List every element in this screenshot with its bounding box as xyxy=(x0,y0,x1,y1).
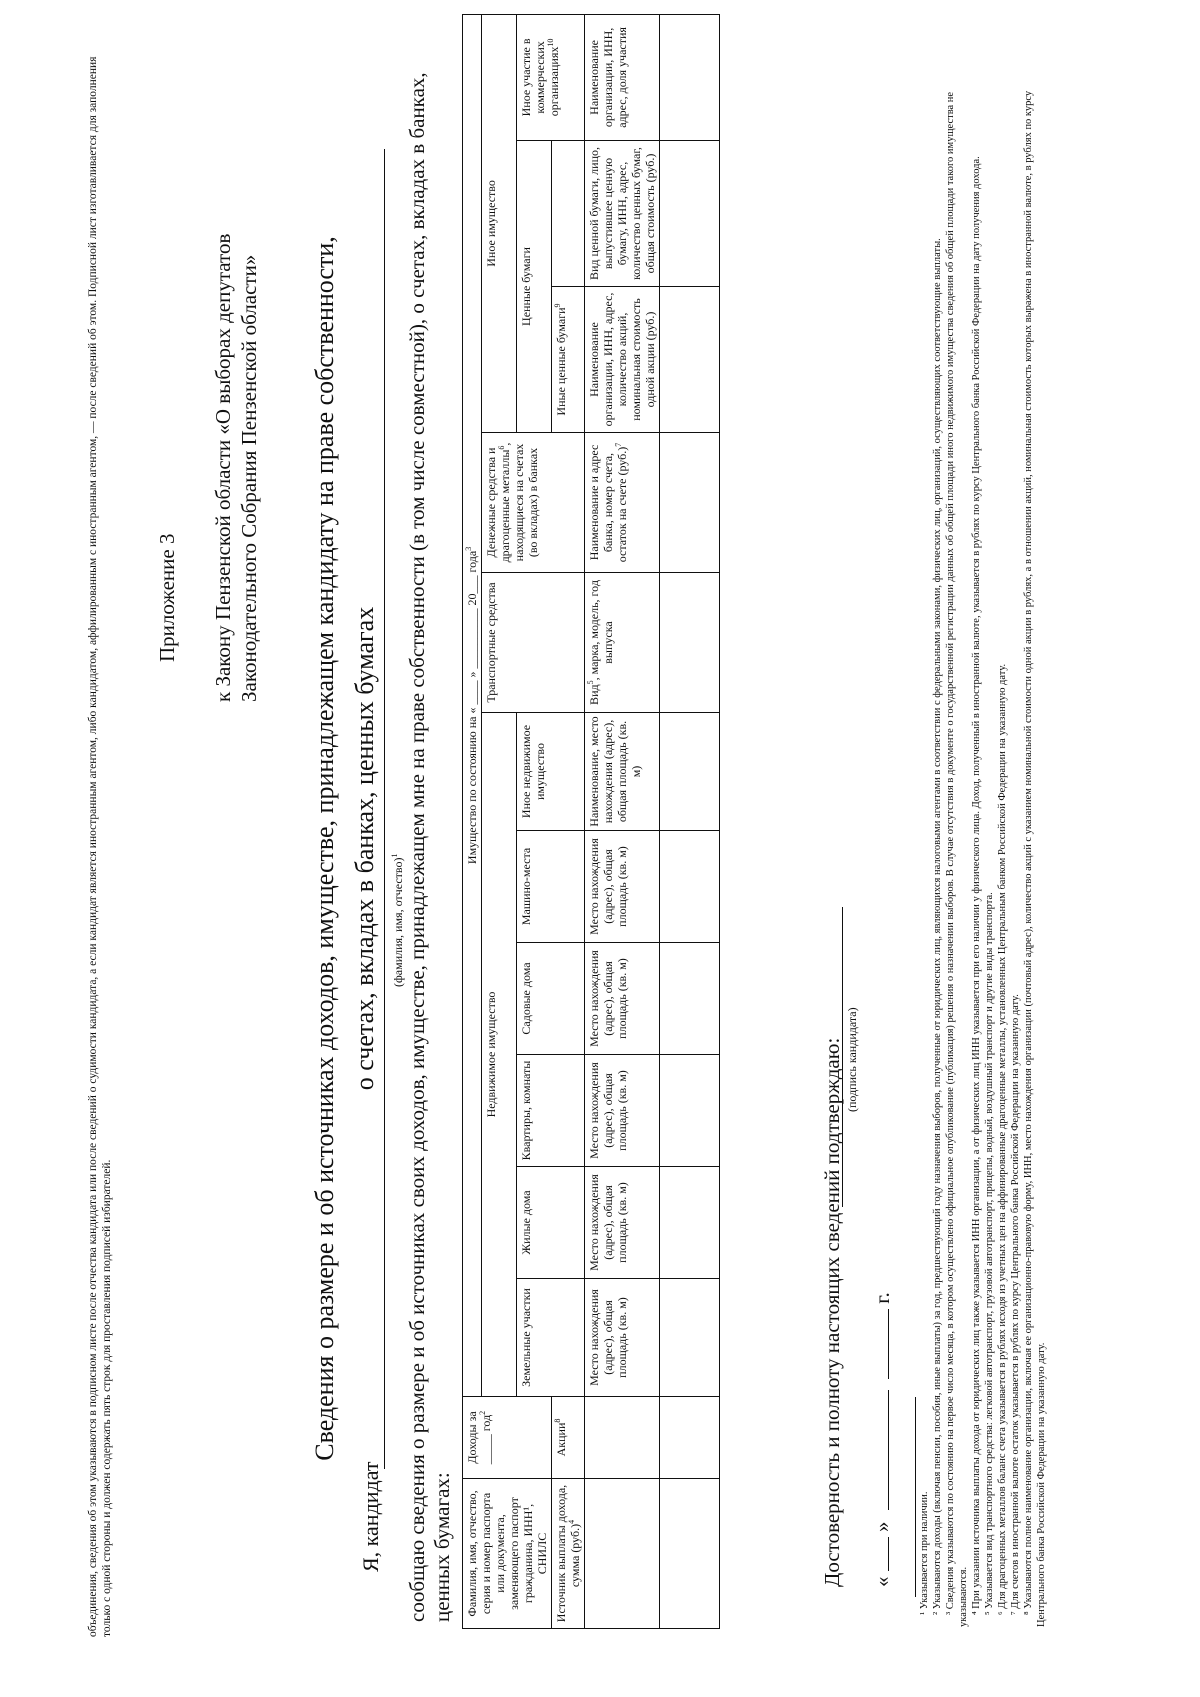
footnote-2: ² Указываются доходы (включая пенсии, пособия, иные выплаты) за год, предшествующий году назначения выборов, полученные от юридических лиц, являющихся налоговыми агентами в соответствии с федеральными законами, физических лиц, организаций, осуществляющих соответствующие выплаты. xyxy=(932,238,943,1615)
fio-caption xyxy=(390,854,406,987)
header-row-2 xyxy=(482,14,517,1628)
transport-head: Транспортные средства xyxy=(482,573,585,713)
cell-shares[interactable] xyxy=(660,287,720,433)
footnote-separator xyxy=(915,1397,916,1597)
shares-head xyxy=(552,1397,585,1479)
confirmation-text: Достоверность и полноту настоящих сведений подтверждаю: xyxy=(820,1037,844,1587)
desc-parking: Место нахождения (адрес), общая площадь (кв. м) xyxy=(585,831,660,943)
top-note: объединения, сведения об этом указываются в подписном листе после отчества кандидата или после сведений о судимости кандидата, а если кандидат является иностранным агентом, либо кандидатом, аффилированным с иностранным агентом, — после сведений об этом. Подписной лист изготавливается для заполнения только с одной стороны и должен содержать пять строк для проставления подписей избирателей. xyxy=(87,56,113,1637)
shares-sup: 8 xyxy=(553,1418,562,1423)
desc-other-sec: Вид ценной бумаги, лицо, выпустившее ценную бумагу, ИНН, адрес, количество ценных бумаг, общая стоимость (руб.) xyxy=(585,141,660,287)
desc-garden: Место нахождения (адрес), общая площадь (кв. м) xyxy=(585,943,660,1055)
other-sec-text: Иные ценные бумаги xyxy=(554,307,568,416)
desc-person xyxy=(585,1479,660,1629)
money-text-b: , находящиеся на счетах (во вкладах) в банках xyxy=(498,442,540,562)
desc-shares: Наименование организации, ИНН, адрес, количество акций, номинальная стоимость одной акции (руб.) xyxy=(585,287,660,433)
garden-head: Садовые дома xyxy=(517,943,585,1055)
title-line-1: Сведения о размере и об источниках доходов, имуществе, принадлежащем кандидату на праве собственности, xyxy=(310,236,339,1461)
signature-caption: (подпись кандидата) xyxy=(845,1007,859,1112)
desc-flats: Место нахождения (адрес), общая площадь (кв. м) xyxy=(585,1055,660,1167)
header-row-3 xyxy=(517,14,552,1628)
other-property-group: Иное имущество xyxy=(482,14,517,432)
footnote-7: ⁷ Для счетов в иностранной валюте остаток указывается в рублях по курсу Центрального банка Российской Федерации на указанную дату. xyxy=(1010,994,1021,1615)
footnote-1: ¹ Указывается при наличии. xyxy=(919,1491,930,1615)
land-head: Земельные участки xyxy=(517,1279,585,1397)
col-income-label: Доходы за xyxy=(465,1411,479,1464)
date-year-field[interactable] xyxy=(888,1309,889,1379)
money-text: Денежные средства и драгоценные металлы xyxy=(484,447,512,563)
date-day-field[interactable] xyxy=(888,1537,889,1571)
law-line-2: Законодательного Собрания Пензенской области» xyxy=(237,254,261,702)
shares-text: Акции xyxy=(554,1422,568,1457)
law-reference xyxy=(210,234,262,702)
cell-other-realty[interactable] xyxy=(660,713,720,831)
cell-land[interactable] xyxy=(660,1279,720,1397)
declaration-table xyxy=(462,14,720,1629)
other-sec-sup: 9 xyxy=(553,303,562,308)
date-line xyxy=(870,1292,895,1587)
col-income: Доходы за _____ год$^2$ xyxy=(463,1397,552,1479)
date-close-quote: » xyxy=(870,1521,894,1532)
money-sup: 6 xyxy=(497,445,506,450)
footnote-5: ⁵ Указывается вид транспортного средства: легковой автотранспорт, грузовой автотранспорт, прицепы, водный, воздушный транспорт и другие виды транспорта. xyxy=(984,892,995,1615)
cell-garden[interactable] xyxy=(660,943,720,1055)
col-person: Фамилия, имя, отчество, серия и номер паспорта или документа, заменяющего паспорт гражданина, ИНН¹, СНИЛС xyxy=(463,1479,552,1629)
property-date-a: Имущество по состоянию на « xyxy=(465,707,479,865)
footnote-4: ⁴ При указании источника выплаты дохода от юридических лиц также указывается ИНН организации, а от физических лиц ИНН указывается при его наличии у физического лица. Доход, полученный в иностранной валюте, указывается в рублях по курсу Центрального банка Российской Федерации на дату получения дохода. xyxy=(971,156,982,1615)
fio-caption-text: (фамилия, имя, отчество) xyxy=(391,857,405,987)
cell-income[interactable] xyxy=(660,1397,720,1479)
desc-land: Место нахождения (адрес), общая площадь (кв. м) xyxy=(585,1279,660,1397)
property-date-b: » xyxy=(465,671,479,678)
property-sup: 3 xyxy=(464,546,473,551)
header-row-1 xyxy=(463,14,482,1628)
income-subhead-text: Источник выплаты дохода, сумма (руб.) xyxy=(554,1484,582,1623)
date-month-field[interactable] xyxy=(888,1390,889,1510)
cell-other-sec[interactable] xyxy=(660,141,720,287)
realty-group: Недвижимое имущество xyxy=(482,713,517,1397)
desc-houses: Место нахождения (адрес), общая площадь (кв. м) xyxy=(585,1167,660,1279)
desc-other-realty: Наименование, место нахождения (адрес), общая площадь (кв. м) xyxy=(585,713,660,831)
date-year-suffix: г. xyxy=(870,1292,894,1304)
cell-transport[interactable] xyxy=(660,573,720,713)
income-subhead-sup: 4 xyxy=(567,1519,576,1524)
signature-line[interactable] xyxy=(842,907,843,1207)
candidate-label: Я, кандидат xyxy=(358,1461,383,1572)
desc-transport-sup: 5 xyxy=(586,680,595,685)
cell-other-part[interactable] xyxy=(660,14,720,140)
data-row xyxy=(660,14,720,1628)
other-part-head xyxy=(517,14,585,140)
law-line-1: к Закону Пензенской области «О выборах депутатов xyxy=(211,233,235,702)
desc-other-part: Наименование организации, ИНН, адрес, доля участия xyxy=(585,14,660,140)
parking-head: Машино-места xyxy=(517,831,585,943)
title-line-2: о счетах, вкладах в банках, ценных бумагах xyxy=(350,606,379,1091)
cell-money[interactable] xyxy=(660,433,720,573)
cell-person[interactable] xyxy=(660,1479,720,1629)
col-income-sup: 2 xyxy=(478,1410,487,1415)
description-row xyxy=(585,14,660,1628)
other-part-text: Иное участие в коммерческих организациях xyxy=(519,38,561,117)
income-subhead xyxy=(552,1479,585,1629)
col-property: Имущество по состоянию на « ____ » __________ 20___ года$^3$ xyxy=(463,14,482,1396)
property-date-c: 20 xyxy=(465,593,479,606)
flats-head: Квартиры, комнаты xyxy=(517,1055,585,1167)
candidate-name-line xyxy=(384,149,385,1469)
property-date-d: года xyxy=(465,550,479,573)
statement-text: сообщаю сведения о размере и об источниках своих доходов, имуществе, принадлежащем мне на праве собственности (в том числе совместной), о счетах, вкладах в банках, ценных бумагах: xyxy=(405,72,454,1622)
footnotes xyxy=(918,57,1048,1627)
desc-income xyxy=(585,1397,660,1479)
col-income-year: год xyxy=(479,1414,493,1432)
desc-transport-a: Вид xyxy=(587,684,601,705)
desc-money-sup: 7 xyxy=(614,442,623,447)
other-realty-head: Иное недвижимое имущество xyxy=(517,713,585,831)
footnote-6: ⁶ Для драгоценных металлов баланс счета указывается в рублях исходя из учетных цен на аффинированные драгоценные металлы, установленных Центральным банком Российской Федерации на указанную дату. xyxy=(997,663,1008,1615)
desc-money-text: Наименование и адрес банка, номер счета, остаток на счете (руб.) xyxy=(587,444,629,563)
date-open-quote: « xyxy=(870,1576,894,1587)
cell-parking[interactable] xyxy=(660,831,720,943)
other-part-sup: 10 xyxy=(546,38,555,47)
other-sec-head xyxy=(552,287,585,433)
securities-group: Ценные бумаги xyxy=(517,141,552,433)
footnote-3: ³ Сведения указываются по состоянию на первое число месяца, в котором осуществлено официальное опубликование (публикация) решения о назначении выборов. В случае отсутствия в документе о государственной регистрации данных об общей площади иного недвижимого имущества сведения об общей площади такого имущества не указываются. xyxy=(945,91,969,1627)
cell-flats[interactable] xyxy=(660,1055,720,1167)
houses-head: Жилые дома xyxy=(517,1167,585,1279)
fio-footnote-ref: 1 xyxy=(390,853,399,858)
desc-money xyxy=(585,433,660,573)
money-head xyxy=(482,433,585,573)
document-title xyxy=(305,0,385,1697)
desc-transport-b: , марка, модель, год выпуска xyxy=(587,580,615,681)
footnote-8: ⁸ Указываются полное наименование организации, включая ее организационно-правовую форму, ИНН, место нахождения организации (почтовый адрес), количество акций с указанием номинальной стоимости одной акции в рублях, а в отношении акций, номинальная стоимость которых выражена в иностранной валюте, в рублях по курсу Центрального банка Российской Федерации на указанную дату. xyxy=(1023,90,1047,1627)
cell-houses[interactable] xyxy=(660,1167,720,1279)
desc-transport xyxy=(585,573,660,713)
annex-title: Приложение 3 xyxy=(155,533,179,662)
